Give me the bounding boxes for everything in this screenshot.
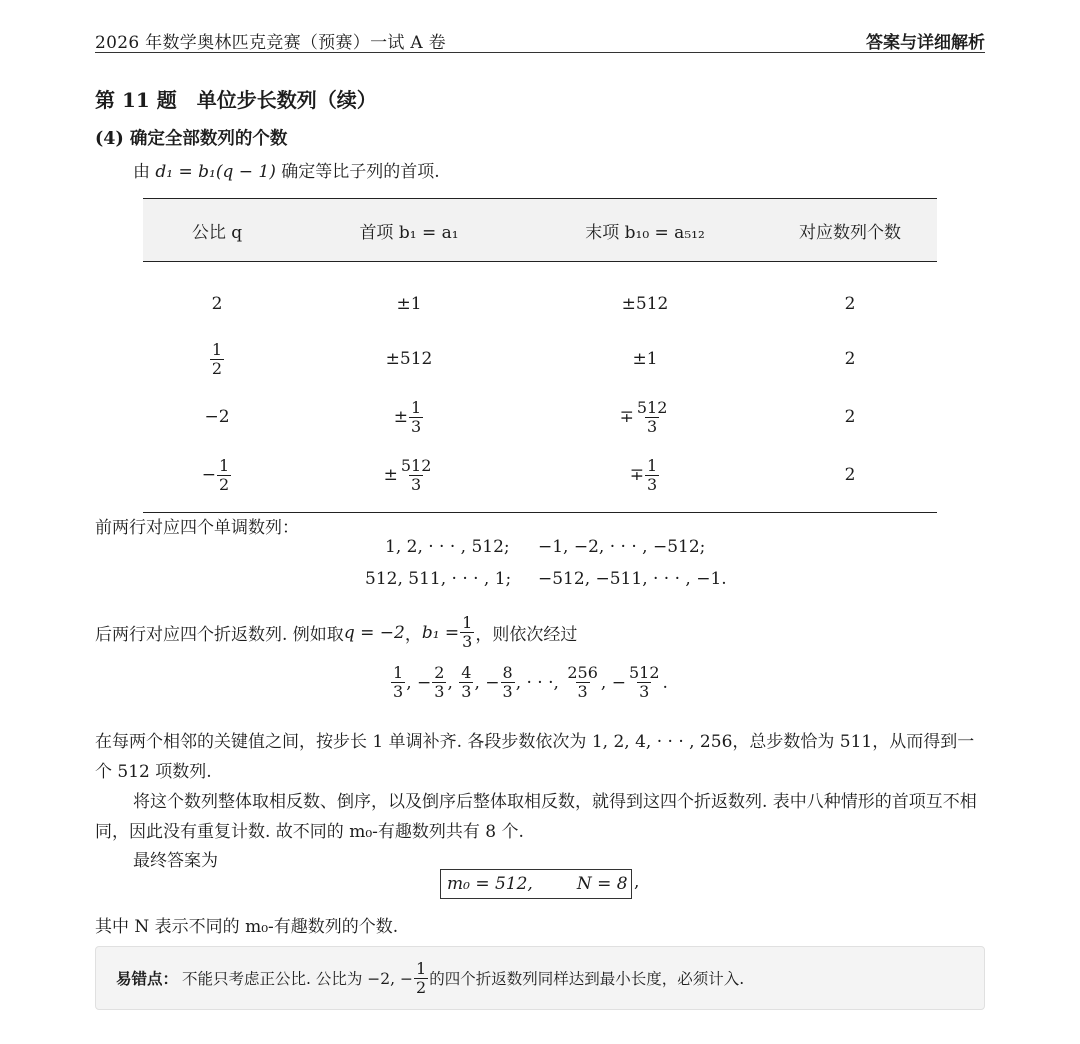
- answer-comma: ,: [634, 872, 640, 892]
- notation-note: 其中 N 表示不同的 m₀-有趣数列的个数.: [95, 917, 399, 937]
- sequence-line: −512, −511, · · · , −1.: [538, 569, 727, 589]
- cell-count: 2: [844, 407, 856, 427]
- table-header: [143, 199, 937, 262]
- cell-count: 2: [844, 465, 856, 485]
- table-row: [143, 278, 937, 330]
- callout-text-end: 的四个折返数列同样达到最小长度，必须计入.: [429, 970, 745, 988]
- cell-ratio: $\frac{1}{2}$: [211, 339, 223, 378]
- header-ratio: 公比 q: [191, 222, 243, 243]
- monotone-intro: 前两行对应四个单调数列：: [95, 518, 299, 538]
- final-answer-box: m₀ = 512, N = 8: [440, 869, 632, 899]
- cell-last: ∓ $\frac{1}{3}$: [629, 455, 658, 494]
- table-row: [143, 388, 937, 446]
- cell-count: 2: [844, 349, 856, 369]
- header-first-term: 首项 b₁ = a₁: [359, 222, 459, 243]
- header-rule: [95, 52, 985, 53]
- cell-last: ±1: [632, 349, 658, 369]
- cell-first: ± $\frac{1}{3}$: [393, 397, 422, 436]
- cell-ratio: 2: [211, 294, 223, 314]
- table-row: [143, 330, 937, 388]
- cell-count: 2: [844, 294, 856, 314]
- callout-label: 易错点：: [116, 969, 179, 988]
- paragraph-fill-steps: 在每两个相邻的关键值之间，按步长 1 单调补齐. 各段步数依次为 1, 2, 4, · · · , 256，总步数恰为 511，从而得到一个 512 项数列.: [95, 732, 975, 782]
- cell-first: ± $\frac{512}{3}$: [383, 455, 432, 494]
- zigzag-example-sequence: $\frac{1}{3}$ , − $\frac{2}{3}$ , $\frac{4}{3}$ , − $\frac{8}{3}$ , · · · , $\frac{256}{3}$ , − $\frac{512}{3}$ .: [393, 663, 668, 701]
- cell-last: ±512: [621, 294, 669, 314]
- header-last-term: 末项 b₁₀ = a₅₁₂: [585, 222, 705, 243]
- table-row: [143, 446, 937, 504]
- pitfall-callout: 易错点： 不能只考虑正公比. 公比为 −2, − $\frac{1}{2}$ 的四个折返数列同样达到最小长度，必须计入.: [95, 946, 985, 1010]
- paragraph-count-conclusion: 将这个数列整体取相反数、倒序，以及倒序后整体取相反数，就得到这四个折返数列. 表中八种情形的首项互不相同，因此没有重复计数. 故不同的 m₀-有趣数列共有 8 个.: [95, 792, 977, 842]
- header-section: 答案与详细解析: [866, 33, 985, 53]
- cell-first: ±1: [396, 294, 422, 314]
- ratio-table: [143, 198, 937, 513]
- cell-first: ±512: [385, 349, 433, 369]
- header-count: 对应数列个数: [799, 222, 901, 243]
- zigzag-intro: 后两行对应四个折返数列. 例如取 q = −2 ， b₁ = $\frac{1}{3}$ ，则依次经过: [95, 613, 578, 651]
- cell-ratio: −2: [204, 407, 230, 427]
- sequence-line: 1, 2, · · · , 512;: [385, 537, 510, 557]
- callout-text: 不能只考虑正公比. 公比为 −2, −: [182, 970, 413, 988]
- part-title: (4) 确定全部数列的个数: [95, 129, 288, 149]
- cell-last: ∓ $\frac{512}{3}$: [619, 397, 668, 436]
- header-title: 2026 年数学奥林匹克竞赛（预赛）一试 A 卷: [95, 33, 446, 53]
- problem-title: 第 11 题 单位步长数列（续）: [95, 88, 377, 112]
- sequence-line: 512, 511, · · · , 1;: [365, 569, 512, 589]
- sequence-line: −1, −2, · · · , −512;: [538, 537, 706, 557]
- cell-ratio: − $\frac{1}{2}$: [201, 455, 230, 494]
- answer-label: 最终答案为: [133, 851, 218, 871]
- intro-line: 由 d₁ = b₁(q − 1) 确定等比子列的首项.: [133, 162, 440, 182]
